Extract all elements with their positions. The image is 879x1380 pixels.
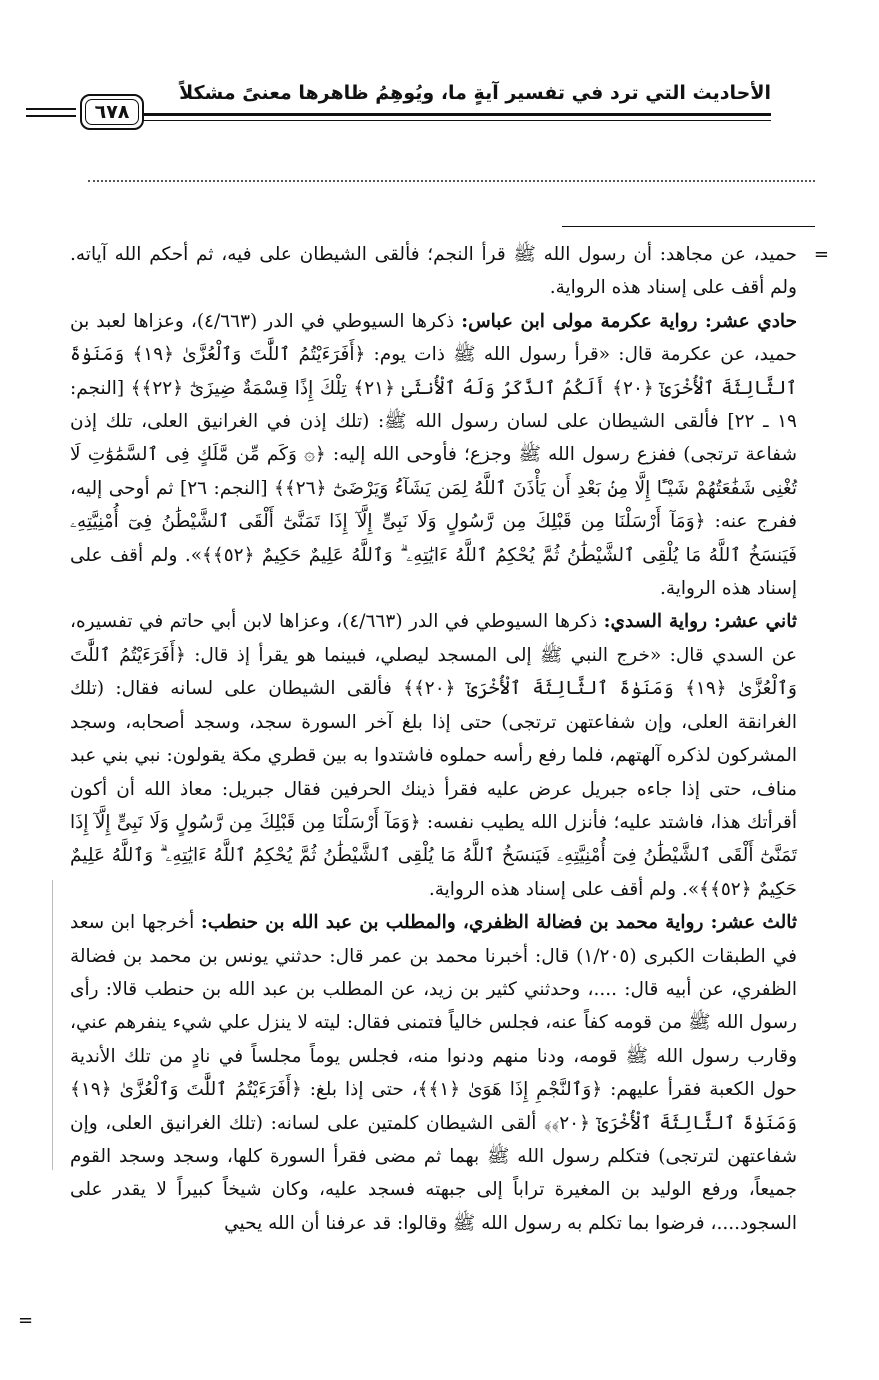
header-rule: [143, 113, 771, 116]
paragraph-3: [70, 605, 797, 906]
paragraph-4-label: ثالث عشر: رواية محمد بن فضالة الظفري، والمطلب بن عبد الله بن حنطب:: [200, 912, 797, 934]
scan-margin-line: [52, 880, 53, 1170]
page-number-box: [80, 94, 144, 130]
footnote-body: [70, 238, 797, 1240]
header-rule-thin: [143, 120, 771, 121]
page-number: ٦٧٨: [94, 101, 130, 123]
header-ornament-bars: [26, 108, 76, 122]
footnote-rule: [562, 226, 815, 227]
paragraph-3-label: ثاني عشر: رواية السدي:: [603, 611, 797, 633]
dotted-separator: [88, 180, 815, 182]
paragraph-2: [70, 305, 797, 606]
continuation-mark-bottom: =: [18, 1310, 34, 1331]
running-header-title: الأحاديث التي ترد في تفسير آيةٍ ما، ويُوهِمُ ظاهرها معنىً مشكلاً: [179, 82, 771, 104]
continuation-mark-top: =: [813, 244, 829, 265]
paragraph-1: [70, 238, 797, 305]
paragraph-4-text: أخرجها ابن سعد في الطبقات الكبرى (١/٢٠٥) قال: أخبرنا محمد بن عمر قال: حدثني يونس بن محمد بن فضالة الظفري، عن أبيه قال: ....، وحدثني كثير بن زيد، عن المطلب بن عبد الله بن حنطب قالا: رأى رسول الله ﷺ من قومه كفاً عنه، فجلس خالياً فتمنى فقال: ليته لا ينزل علي شيء ينفرهم عني، وقارب رسول الله ﷺ قومه، ودنا منهم ودنوا منه، فجلس يوماً مجلساً في نادٍ من تلك الأندية حول الكعبة فقرأ عليهم: ﴿وَٱلنَّجْمِ إِذَا هَوَىٰ ﴿١﴾﴾، حتى إذا بلغ: ﴿أَفَرَءَيْتُمُ ٱللَّٰتَ وَٱلْعُزَّىٰ ﴿١٩﴾ وَمَنَوٰةَ ٱلثَّالِثَةَ ٱلْأُخْرَىٰٓ ﴿٢٠﴾﴾ ألقى الشيطان كلمتين على لسانه: (تلك الغرانيق العلى، وإن شفاعتهن لترتجى) فتكلم رسول الله ﷺ بهما ثم مضى فقرأ السورة كلها، وسجد وسجد القوم جميعاً، ورفع الوليد بن المغيرة تراباً إلى جبهته فسجد عليه، وكان شيخاً كبيراً لا يقدر على السجود....، فرضوا بما تكلم به رسول الله ﷺ وقالوا: قد عرفنا أن الله يحيي: [70, 912, 797, 1234]
paragraph-3-text: ذكرها السيوطي في الدر (٤/٦٦٣)، وعزاها لابن أبي حاتم في تفسيره، عن السدي قال: «خرج النبي ﷺ إلى المسجد ليصلي، فبينما هو يقرأ إذ قال: ﴿أَفَرَءَيْتُمُ ٱللَّٰتَ وَٱلْعُزَّىٰ ﴿١٩﴾ وَمَنَوٰةَ ٱلثَّالِثَةَ ٱلْأُخْرَىٰٓ ﴿٢٠﴾﴾ فألقى الشيطان على لسانه فقال: (تلك الغرانقة العلى، وإن شفاعتهن ترتجى) حتى إذا بلغ آخر السورة سجد، وسجد أصحابه، وسجد المشركون لذكره آلهتهم، فلما رفع رأسه حملوه فاشتدوا به بين قطري مكة يقولون: نبي بني عبد مناف، حتى إذا جاءه جبريل عرض عليه فقرأ ذينك الحرفين فقال جبريل: معاذ الله أن أكون أقرأتك هذا، فاشتد عليه؛ فأنزل الله يطيب نفسه: ﴿وَمَآ أَرْسَلْنَا مِن قَبْلِكَ مِن رَّسُولٍ وَلَا نَبِىٍّ إِلَّآ إِذَا تَمَنَّىٰٓ أَلْقَى ٱلشَّيْطَٰنُ فِىٓ أُمْنِيَّتِهِۦ فَيَنسَخُ ٱللَّهُ مَا يُلْقِى ٱلشَّيْطَٰنُ ثُمَّ يُحْكِمُ ٱللَّهُ ءَايَٰتِهِۦ ۗ وَٱللَّهُ عَلِيمٌ حَكِيمٌ ﴿٥٢﴾﴾». ولم أقف على إسناد هذه الرواية.: [70, 611, 797, 900]
paragraph-2-text: ذكرها السيوطي في الدر (٤/٦٦٣)، وعزاها لعبد بن حميد، عن عكرمة قال: «قرأ رسول الله ﷺ ذات يوم: ﴿أَفَرَءَيْتُمُ ٱللَّٰتَ وَٱلْعُزَّىٰ ﴿١٩﴾ وَمَنَوٰةَ ٱلثَّالِثَةَ ٱلْأُخْرَىٰٓ ﴿٢٠﴾ أَلَكُمُ ٱلذَّكَرُ وَلَهُ ٱلْأُنثَىٰ ﴿٢١﴾ تِلْكَ إِذًا قِسْمَةٌ ضِيزَىٰٓ ﴿٢٢﴾﴾ [النجم: ١٩ ـ ٢٢] فألقى الشيطان على لسان رسول الله ﷺ: (تلك إذن في الغرانيق العلى، تلك إذن شفاعة ترتجى) ففزع رسول الله ﷺ وجزع؛ فأوحى الله إليه: ﴿۞ وَكَم مِّن مَّلَكٍ فِى ٱلسَّمَٰوَٰتِ لَا تُغْنِى شَفَٰعَتُهُمْ شَيْـًٔا إِلَّا مِنۢ بَعْدِ أَن يَأْذَنَ ٱللَّهُ لِمَن يَشَآءُ وَيَرْضَىٰٓ ﴿٢٦﴾﴾ [النجم: ٢٦] ثم أوحى إليه، ففرج عنه: ﴿وَمَآ أَرْسَلْنَا مِن قَبْلِكَ مِن رَّسُولٍ وَلَا نَبِىٍّ إِلَّآ إِذَا تَمَنَّىٰٓ أَلْقَى ٱلشَّيْطَٰنُ فِىٓ أُمْنِيَّتِهِۦ فَيَنسَخُ ٱللَّهُ مَا يُلْقِى ٱلشَّيْطَٰنُ ثُمَّ يُحْكِمُ ٱللَّهُ ءَايَٰتِهِۦ ۗ وَٱللَّهُ عَلِيمٌ حَكِيمٌ ﴿٥٢﴾﴾». ولم أقف على إسناد هذه الرواية.: [70, 310, 797, 600]
paragraph-2-label: حادي عشر: رواية عكرمة مولى ابن عباس:: [461, 310, 798, 332]
paragraph-1-text: حميد، عن مجاهد: أن رسول الله ﷺ قرأ النجم؛ فألقى الشيطان على فيه، ثم أحكم الله آياته. ولم أقف على إسناد هذه الرواية.: [70, 244, 797, 299]
paragraph-4: [70, 906, 797, 1240]
